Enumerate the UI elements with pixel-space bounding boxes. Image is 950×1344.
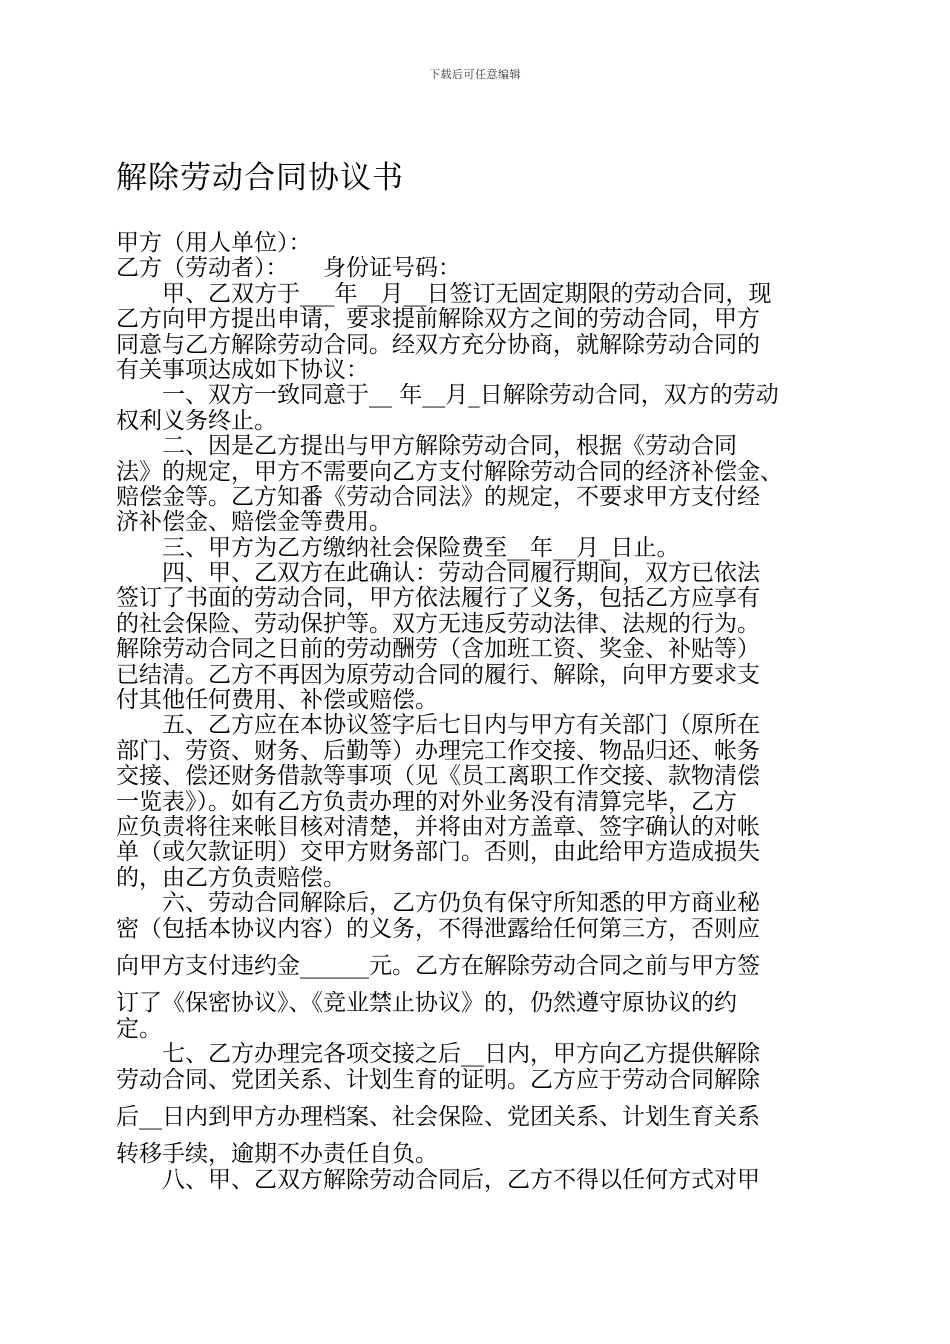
agreement-body <box>116 231 838 1193</box>
clause-1-line: 一、双方一致同意于__ 年__月_日解除劳动合同，双方的劳动 <box>162 383 779 409</box>
header-note: 下载后可任意编辑 <box>429 68 521 81</box>
clause-4-line: 解除劳动合同之日前的劳动酬劳（含加班工资、奖金、补贴等） <box>116 637 760 663</box>
clause-5-line: 单（或欠款证明）交甲方财务部门。否则，由此给甲方造成损失 <box>116 840 760 866</box>
clause-6-line: 定。 <box>116 1016 162 1042</box>
clause-4-line: 已结清。乙方不再因为原劳动合同的履行、解除，向甲方要求支 <box>116 662 760 688</box>
clause-5-line: 应负责将往来帐目核对清楚，并将由对方盖章、签字确认的对帐 <box>116 814 760 840</box>
clause-3-line: 三、甲方为乙方缴纳社会保险费至__年__月_日止。 <box>162 535 680 561</box>
clause-4-line: 四、甲、乙双方在此确认：劳动合同履行期间，双方已依法 <box>162 561 760 587</box>
clause-7-line: 后__日内到甲方办理档案、社会保险、党团关系、计划生育关系 <box>116 1104 760 1130</box>
clause-2-line: 法》的规定，甲方不需要向乙方支付解除劳动合同的经济补偿金、 <box>116 459 783 485</box>
clause-5-line: 一览表》）。如有乙方负责办理的对外业务没有清算完毕，乙方 <box>116 789 737 815</box>
clause-6-line: 密（包括本协议内容）的义务，不得泄露给任何第三方，否则应 <box>116 916 760 942</box>
clause-7-line: 七、乙方办理完各项交接之后__日内，甲方向乙方提供解除 <box>162 1042 760 1068</box>
clause-2-line: 二、因是乙方提出与甲方解除劳动合同，根据《劳动合同 <box>162 434 737 460</box>
clause-7-line: 劳动合同、党团关系、计划生育的证明。乙方应于劳动合同解除 <box>116 1067 760 1093</box>
clause-5-line: 交接、偿还财务借款等事项（见《员工离职工作交接、款物清偿 <box>116 764 760 790</box>
party-b-line: 乙方（劳动者）： 身份证号码： <box>116 256 461 282</box>
intro-line: 甲、乙双方于___年__月__日签订无固定期限的劳动合同，现 <box>162 281 772 307</box>
clause-5-line: 五、乙方应在本协议签字后七日内与甲方有关部门（原所在 <box>162 713 760 739</box>
clause-4-line: 的社会保险、劳动保护等。双方无违反劳动法律、法规的行为。 <box>116 611 760 637</box>
clause-1-line: 权利义务终止。 <box>116 408 277 434</box>
intro-line: 有关事项达成如下协议： <box>116 357 369 383</box>
clause-7-line: 转移手续，逾期不办责任自负。 <box>116 1142 438 1168</box>
clause-6-line: 六、劳动合同解除后，乙方仍负有保守所知悉的甲方商业秘 <box>162 891 760 917</box>
clause-2-line: 赔偿金等。乙方知番《劳动合同法》的规定，不要求甲方支付经 <box>116 484 760 510</box>
clause-8-line: 八、甲、乙双方解除劳动合同后，乙方不得以任何方式对甲 <box>162 1167 760 1193</box>
clause-4-line: 付其他任何费用、补偿或赔偿。 <box>116 688 438 714</box>
clause-2-line: 济补偿金、赔偿金等费用。 <box>116 510 392 536</box>
clause-4-line: 签订了书面的劳动合同，甲方依法履行了义务，包括乙方应享有 <box>116 586 760 612</box>
party-a-line: 甲方（用人单位）： <box>116 231 312 256</box>
clause-5-line: 的，由乙方负责赔偿。 <box>116 865 346 891</box>
clause-6-line: 订了《保密协议》、《竞业禁止协议》的，仍然遵守原协议的约 <box>116 991 737 1017</box>
clause-5-line: 部门、劳资、财务、后勤等）办理完工作交接、物品归还、帐务 <box>116 738 760 764</box>
intro-line: 同意与乙方解除劳动合同。经双方充分协商，就解除劳动合同的 <box>116 332 760 358</box>
clause-6-line: 向甲方支付违约金______元。乙方在解除劳动合同之前与甲方签 <box>116 953 760 979</box>
intro-line: 乙方向甲方提出申请，要求提前解除双方之间的劳动合同，甲方 <box>116 307 760 333</box>
document-title: 解除劳动合同协议书 <box>116 160 404 196</box>
